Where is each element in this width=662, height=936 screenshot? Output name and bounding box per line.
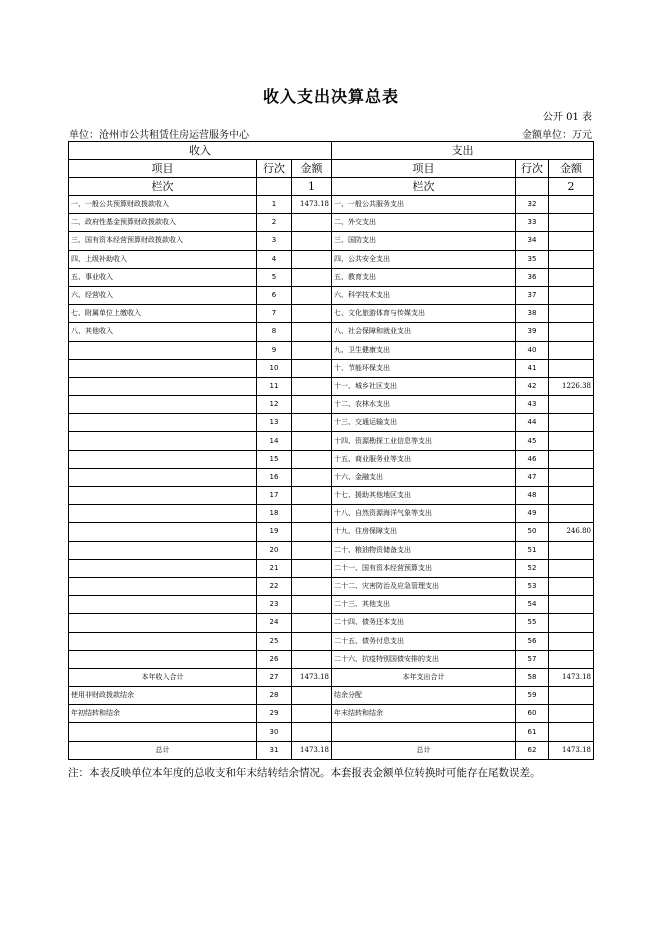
income-amount-cell [292, 414, 332, 432]
table-row [69, 196, 594, 214]
income-item-cell [69, 614, 257, 632]
income-amount-cell [292, 596, 332, 614]
income-row-no-cell: 4 [257, 250, 292, 268]
expense-amount-cell [549, 468, 594, 486]
table-row [69, 305, 594, 323]
table-row [69, 232, 594, 250]
expense-amount-cell [549, 687, 594, 705]
expense-item-cell: 年末结转和结余 [332, 705, 516, 723]
income-amount-cell: 1473.18 [292, 741, 332, 759]
income-row-no-cell: 25 [257, 632, 292, 650]
expense-item-cell: 十九、住房保障支出 [332, 523, 516, 541]
table-row [69, 323, 594, 341]
income-row-no-cell: 13 [257, 414, 292, 432]
expense-row-no-cell: 42 [516, 377, 549, 395]
income-amount-cell [292, 614, 332, 632]
expense-row-no-cell: 54 [516, 596, 549, 614]
expense-amount-cell [549, 414, 594, 432]
expense-amount-cell [549, 232, 594, 250]
expense-row-no-cell: 35 [516, 250, 549, 268]
expense-row-no-cell: 48 [516, 487, 549, 505]
expense-row-no-cell: 62 [516, 741, 549, 759]
expense-amount-cell [549, 268, 594, 286]
income-item-cell: 七、附属单位上缴收入 [69, 305, 257, 323]
expense-row-no-cell: 51 [516, 541, 549, 559]
table-row [69, 577, 594, 595]
income-item-cell [69, 341, 257, 359]
income-amount-cell [292, 577, 332, 595]
income-row-no-cell: 21 [257, 559, 292, 577]
income-item-cell [69, 468, 257, 486]
income-row-no-cell: 19 [257, 523, 292, 541]
income-row-no-cell: 23 [257, 596, 292, 614]
expense-item-cell: 十七、援助其他地区支出 [332, 487, 516, 505]
expense-column-label: 栏次 [332, 178, 516, 196]
income-item-cell [69, 650, 257, 668]
expense-amount-cell: 1473.18 [549, 741, 594, 759]
income-row-no-cell: 5 [257, 268, 292, 286]
expense-row-no-cell: 47 [516, 468, 549, 486]
income-row-no-cell: 2 [257, 214, 292, 232]
expense-item-cell: 十、节能环保支出 [332, 359, 516, 377]
expense-item-cell: 七、文化旅游体育与传媒支出 [332, 305, 516, 323]
income-amount-cell [292, 705, 332, 723]
income-row-no-cell: 31 [257, 741, 292, 759]
income-item-cell: 五、事业收入 [69, 268, 257, 286]
expense-row-no-header: 行次 [516, 160, 549, 178]
income-amount-cell [292, 632, 332, 650]
income-row-no-cell: 1 [257, 196, 292, 214]
expense-row-no-cell: 34 [516, 232, 549, 250]
income-item-cell [69, 487, 257, 505]
expense-row-no-cell: 32 [516, 196, 549, 214]
income-item-cell [69, 396, 257, 414]
table-row [69, 614, 594, 632]
expense-item-cell: 二十二、灾害防治及应急管理支出 [332, 577, 516, 595]
income-amount-cell [292, 432, 332, 450]
income-row-no-cell: 22 [257, 577, 292, 595]
expense-item-cell: 十五、商业服务业等支出 [332, 450, 516, 468]
income-item-cell [69, 632, 257, 650]
expense-amount-cell [549, 450, 594, 468]
expense-item-cell: 三、国防支出 [332, 232, 516, 250]
expense-item-cell: 二十一、国有资本经营预算支出 [332, 559, 516, 577]
income-amount-cell [292, 687, 332, 705]
income-amount-cell [292, 559, 332, 577]
table-row [69, 214, 594, 232]
income-item-cell [69, 450, 257, 468]
expense-amount-cell [549, 596, 594, 614]
income-item-cell [69, 505, 257, 523]
income-item-cell [69, 541, 257, 559]
income-amount-cell [292, 723, 332, 741]
expense-row-no-cell: 38 [516, 305, 549, 323]
income-amount-cell [292, 396, 332, 414]
expense-row-no-cell: 33 [516, 214, 549, 232]
income-row-no-cell: 3 [257, 232, 292, 250]
expense-item-cell: 五、教育支出 [332, 268, 516, 286]
income-row-no-cell: 15 [257, 450, 292, 468]
table-row [69, 432, 594, 450]
income-amount-cell [292, 286, 332, 304]
expense-row-no-cell: 61 [516, 723, 549, 741]
expense-item-cell: 九、卫生健康支出 [332, 341, 516, 359]
table-row [69, 487, 594, 505]
income-row-no-cell: 20 [257, 541, 292, 559]
section-header-row [69, 142, 594, 160]
expense-item-cell: 结余分配 [332, 687, 516, 705]
table-row [69, 541, 594, 559]
expense-item-cell: 一、一般公共服务支出 [332, 196, 516, 214]
income-row-no-cell: 10 [257, 359, 292, 377]
expense-amount-cell [549, 250, 594, 268]
income-amount-cell [292, 323, 332, 341]
expense-item-cell: 二十六、抗疫特别国债安排的支出 [332, 650, 516, 668]
expense-item-header: 项目 [332, 160, 516, 178]
expense-amount-cell: 246.80 [549, 523, 594, 541]
income-amount-cell [292, 505, 332, 523]
income-amount-cell [292, 232, 332, 250]
table-row [69, 359, 594, 377]
footnote: 注：本表反映单位本年度的总收支和年末结转结余情况。本套报表金额单位转换时可能存在尾数误差。 [68, 767, 541, 779]
expense-item-cell: 二十三、其他支出 [332, 596, 516, 614]
expense-item-cell [332, 723, 516, 741]
income-amount-cell [292, 341, 332, 359]
expense-item-cell: 二十四、债务还本支出 [332, 614, 516, 632]
table-row [69, 396, 594, 414]
income-amount-cell [292, 377, 332, 395]
table-row [69, 596, 594, 614]
income-amount-cell [292, 214, 332, 232]
income-amount-cell [292, 268, 332, 286]
expense-amount-cell [549, 705, 594, 723]
expense-row-no-cell: 57 [516, 650, 549, 668]
expense-amount-cell [549, 323, 594, 341]
table-row [69, 250, 594, 268]
expense-item-cell: 本年支出合计 [332, 668, 516, 686]
expense-amount-cell [549, 541, 594, 559]
expense-item-cell: 十一、城乡社区支出 [332, 377, 516, 395]
expense-row-no-cell: 52 [516, 559, 549, 577]
income-row-no-cell: 26 [257, 650, 292, 668]
expense-row-no-cell: 58 [516, 668, 549, 686]
income-row-no-cell: 8 [257, 323, 292, 341]
expense-row-no-cell: 50 [516, 523, 549, 541]
income-amount-cell [292, 541, 332, 559]
income-amount-cell [292, 450, 332, 468]
income-item-cell: 八、其他收入 [69, 323, 257, 341]
expense-amount-cell [549, 305, 594, 323]
form-number: 公开 01 表 [542, 112, 592, 123]
income-amount-cell [292, 650, 332, 668]
income-expense-table [68, 141, 594, 760]
table-row [69, 559, 594, 577]
table-row [69, 705, 594, 723]
income-column-number: 1 [292, 178, 332, 196]
income-amount-cell: 1473.18 [292, 196, 332, 214]
expense-item-cell: 十三、交通运输支出 [332, 414, 516, 432]
income-row-no-cell: 30 [257, 723, 292, 741]
income-row-no-cell: 11 [257, 377, 292, 395]
expense-amount-cell [549, 614, 594, 632]
income-column-blank [257, 178, 292, 196]
table-row [69, 450, 594, 468]
expense-amount-cell [549, 341, 594, 359]
income-row-no-cell: 9 [257, 341, 292, 359]
expense-column-blank [516, 178, 549, 196]
expense-amount-cell [549, 723, 594, 741]
income-row-no-cell: 18 [257, 505, 292, 523]
income-amount-cell [292, 305, 332, 323]
expense-amount-cell [549, 650, 594, 668]
income-amount-cell [292, 487, 332, 505]
income-item-cell [69, 414, 257, 432]
expense-item-cell: 十八、自然资源海洋气象等支出 [332, 505, 516, 523]
income-item-cell: 六、经营收入 [69, 286, 257, 304]
income-item-cell [69, 432, 257, 450]
table-row [69, 505, 594, 523]
income-row-no-cell: 16 [257, 468, 292, 486]
expense-row-no-cell: 56 [516, 632, 549, 650]
income-row-no-cell: 27 [257, 668, 292, 686]
expense-column-number: 2 [549, 178, 594, 196]
expense-row-no-cell: 40 [516, 341, 549, 359]
income-column-label: 栏次 [69, 178, 257, 196]
income-item-cell [69, 577, 257, 595]
money-unit-label: 金额单位：万元 [522, 130, 592, 141]
expense-row-no-cell: 45 [516, 432, 549, 450]
expense-amount-cell [549, 286, 594, 304]
income-amount-cell: 1473.18 [292, 668, 332, 686]
income-item-cell [69, 523, 257, 541]
income-item-cell [69, 723, 257, 741]
subtotal-row [69, 668, 594, 686]
expense-row-no-cell: 60 [516, 705, 549, 723]
expense-amount-cell [549, 432, 594, 450]
income-item-cell: 总计 [69, 741, 257, 759]
table-row [69, 268, 594, 286]
column-number-row [69, 178, 594, 196]
income-item-cell: 年初结转和结余 [69, 705, 257, 723]
expense-amount-cell [549, 359, 594, 377]
table-row [69, 414, 594, 432]
table-row [69, 468, 594, 486]
income-row-no-cell: 7 [257, 305, 292, 323]
income-amount-cell [292, 468, 332, 486]
expense-amount-header: 金额 [549, 160, 594, 178]
income-row-no-header: 行次 [257, 160, 292, 178]
income-amount-cell [292, 359, 332, 377]
expense-row-no-cell: 44 [516, 414, 549, 432]
expense-item-cell: 十六、金融支出 [332, 468, 516, 486]
income-row-no-cell: 14 [257, 432, 292, 450]
expense-amount-cell [549, 577, 594, 595]
expense-item-cell: 二、外交支出 [332, 214, 516, 232]
table-row [69, 723, 594, 741]
expense-amount-cell [549, 214, 594, 232]
table-row [69, 687, 594, 705]
income-row-no-cell: 12 [257, 396, 292, 414]
income-item-cell: 四、上级补助收入 [69, 250, 257, 268]
income-row-no-cell: 29 [257, 705, 292, 723]
page-title: 收入支出决算总表 [262, 87, 399, 106]
expense-item-cell: 二十、粮油物资储备支出 [332, 541, 516, 559]
table-row [69, 377, 594, 395]
income-item-cell: 一、一般公共预算财政拨款收入 [69, 196, 257, 214]
expense-amount-cell [549, 396, 594, 414]
income-section-header: 收入 [69, 142, 332, 160]
expense-item-cell: 八、社会保障和就业支出 [332, 323, 516, 341]
income-item-cell [69, 359, 257, 377]
expense-amount-cell [549, 196, 594, 214]
income-item-cell: 二、政府性基金预算财政拨款收入 [69, 214, 257, 232]
expense-item-cell: 十四、资源勘探工业信息等支出 [332, 432, 516, 450]
expense-amount-cell [549, 487, 594, 505]
expense-row-no-cell: 59 [516, 687, 549, 705]
income-item-cell [69, 559, 257, 577]
expense-amount-cell [549, 559, 594, 577]
total-row [69, 741, 594, 759]
table-row [69, 650, 594, 668]
table-row [69, 286, 594, 304]
expense-amount-cell [549, 505, 594, 523]
table-row [69, 523, 594, 541]
income-row-no-cell: 24 [257, 614, 292, 632]
income-item-cell: 三、国有资本经营预算财政拨款收入 [69, 232, 257, 250]
expense-row-no-cell: 46 [516, 450, 549, 468]
table-row [69, 341, 594, 359]
unit-label: 单位：沧州市公共租赁住房运营服务中心 [69, 130, 249, 141]
expense-row-no-cell: 43 [516, 396, 549, 414]
expense-row-no-cell: 49 [516, 505, 549, 523]
income-item-header: 项目 [69, 160, 257, 178]
expense-item-cell: 四、公共安全支出 [332, 250, 516, 268]
expense-row-no-cell: 41 [516, 359, 549, 377]
expense-row-no-cell: 53 [516, 577, 549, 595]
table-row [69, 632, 594, 650]
expense-item-cell: 十二、农林水支出 [332, 396, 516, 414]
expense-section-header: 支出 [332, 142, 594, 160]
expense-row-no-cell: 55 [516, 614, 549, 632]
income-amount-header: 金额 [292, 160, 332, 178]
expense-amount-cell: 1473.18 [549, 668, 594, 686]
income-item-cell: 本年收入合计 [69, 668, 257, 686]
expense-row-no-cell: 36 [516, 268, 549, 286]
income-row-no-cell: 6 [257, 286, 292, 304]
income-amount-cell [292, 523, 332, 541]
expense-amount-cell: 1226.38 [549, 377, 594, 395]
column-header-row [69, 160, 594, 178]
income-item-cell: 使用非财政拨款结余 [69, 687, 257, 705]
income-amount-cell [292, 250, 332, 268]
expense-row-no-cell: 37 [516, 286, 549, 304]
income-item-cell [69, 596, 257, 614]
expense-item-cell: 总计 [332, 741, 516, 759]
expense-row-no-cell: 39 [516, 323, 549, 341]
expense-item-cell: 六、科学技术支出 [332, 286, 516, 304]
expense-amount-cell [549, 632, 594, 650]
income-item-cell [69, 377, 257, 395]
expense-item-cell: 二十五、债务付息支出 [332, 632, 516, 650]
income-row-no-cell: 28 [257, 687, 292, 705]
income-row-no-cell: 17 [257, 487, 292, 505]
